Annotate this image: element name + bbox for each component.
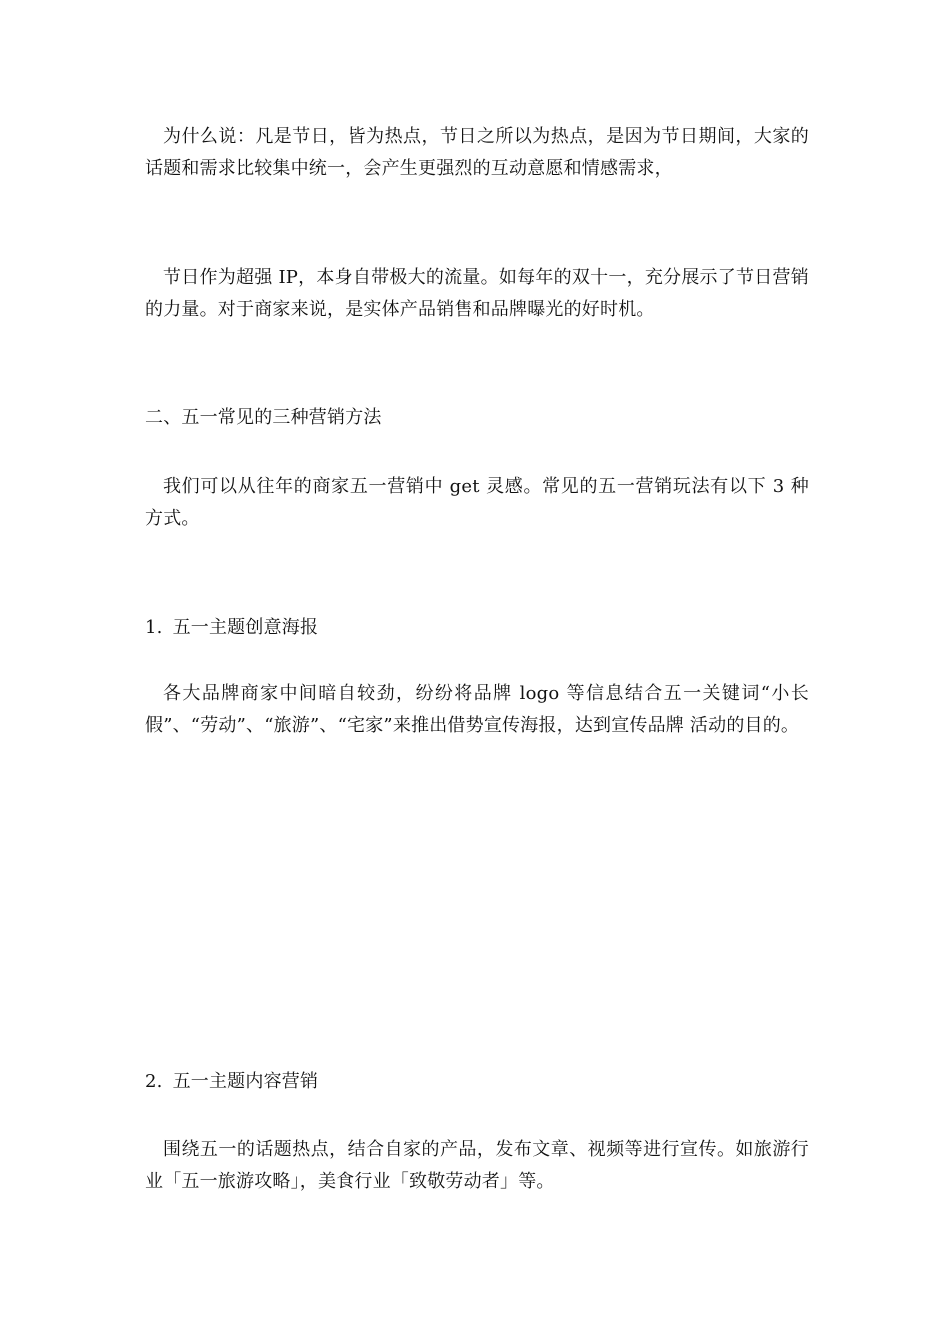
subheading-title: 五一主题创意海报 bbox=[172, 617, 319, 638]
subheading-number: 2. bbox=[145, 1071, 163, 1092]
subheading-content-marketing bbox=[145, 1066, 809, 1098]
paragraph-holiday-ip: 节日作为超强 IP，本身自带极大的流量。如每年的双十一，充分展示了节日营销的力量。对于商家来说，是实体产品销售和品牌曝光的好时机。 bbox=[145, 267, 809, 320]
paragraph-holiday-hotspot: 为什么说：凡是节日，皆为热点，节日之所以为热点，是因为节日期间，大家的话题和需求比较集中统一，会产生更强烈的互动意愿和情感需求， bbox=[145, 126, 809, 179]
section-heading-marketing-methods: 二、五一常见的三种营销方法 bbox=[145, 407, 382, 428]
subheading-creative-poster bbox=[145, 612, 809, 644]
paragraph-content-marketing: 围绕五一的话题热点，结合自家的产品，发布文章、视频等进行宣传。如旅游行业「五一旅游攻略」，美食行业「致敬劳动者」等。 bbox=[145, 1139, 809, 1192]
paragraph-inspiration: 我们可以从往年的商家五一营销中 get 灵感。常见的五一营销玩法有以下 3 种方式。 bbox=[145, 476, 809, 529]
subheading-number: 1. bbox=[145, 617, 163, 638]
subheading-title: 五一主题内容营销 bbox=[172, 1071, 319, 1092]
paragraph-creative-poster: 各大品牌商家中间暗自较劲，纷纷将品牌 logo 等信息结合五一关键词“小长假”、“劳动”、“旅游”、“宅家”来推出借势宣传海报，达到宣传品牌 活动的目的。 bbox=[145, 683, 809, 736]
